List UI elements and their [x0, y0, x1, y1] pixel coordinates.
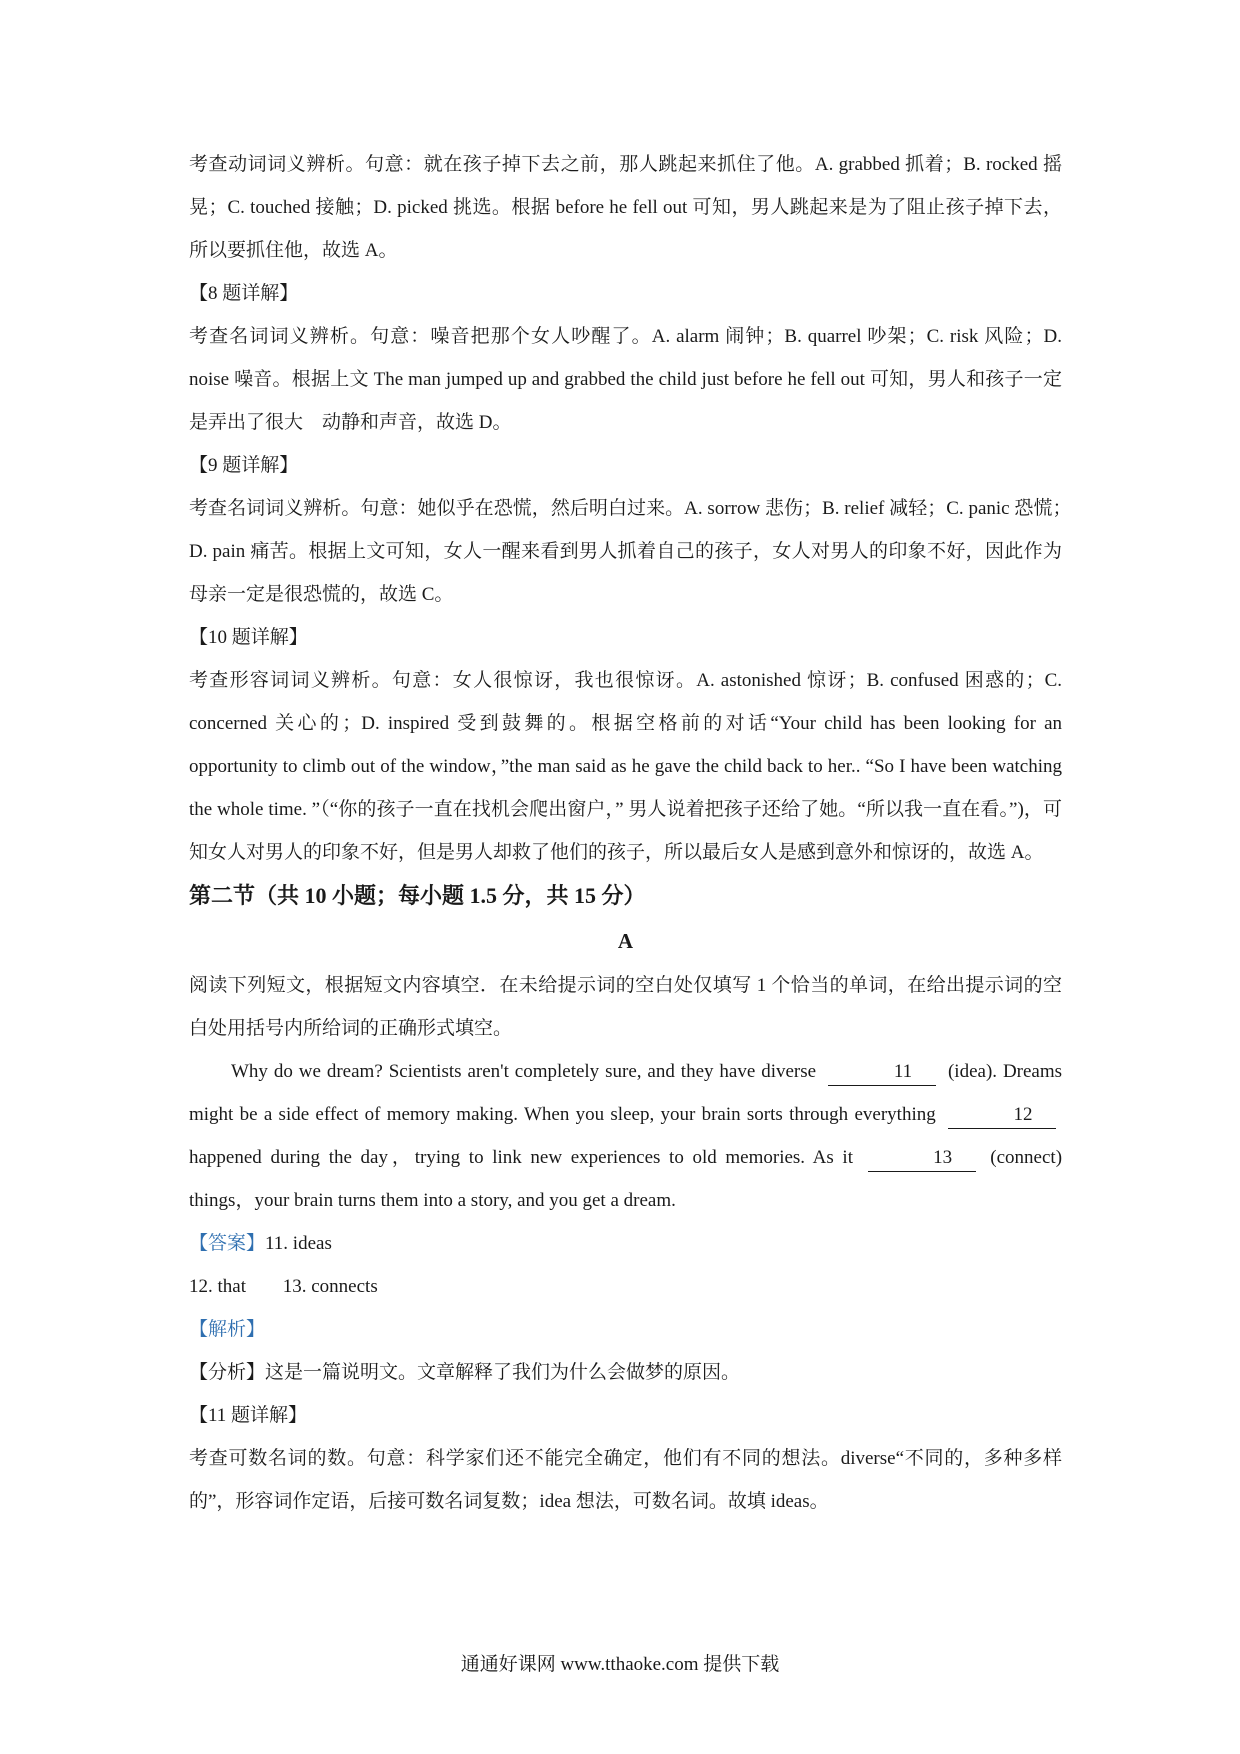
- answer-12: 12. that: [189, 1276, 246, 1297]
- passage-text-1: Why do we dream? Scientists aren't completely sure, and they have diverse: [231, 1061, 817, 1082]
- q9-heading: 【9 题详解】: [189, 455, 299, 476]
- passage: [189, 1050, 1062, 1222]
- section-instructions: 阅读下列短文，根据短文内容填空．在未给提示词的空白处仅填写 1 个恰当的单词，在给出提示词的空白处用括号内所给词的正确形式填空。: [189, 975, 1062, 1039]
- answer-line-2: [189, 1265, 1062, 1308]
- q8-explanation: 考查名词词义辨析。句意：噪音把那个女人吵醒了。A. alarm 闹钟；B. quarrel 吵架；C. risk 风险；D. noise 噪音。根据上文 The man jumped up and grabbed the child just before he fell out 可知，男人和孩子一定是弄出了很大 动静和声音，故选 D。: [189, 326, 1062, 433]
- passage-letter: A: [617, 929, 634, 953]
- passage-text-4: (connect) things，your brain turns them into a story, and you get a dream.: [189, 1147, 1063, 1211]
- q10-explanation: 考查形容词词义辨析。句意：女人很惊讶，我也很惊讶。A. astonished 惊讶；B. confused 困惑的；C. concerned 关心的；D. inspired 受到鼓舞的。根据空格前的对话“Your child has been looking for an opportunity to climb out of the window，”the man said as he gave the child back to her.. “So I have been watching the whole time. ”（“你的孩子一直在找机会爬出窗户，” 男人说着把孩子还给了她。“所以我一直在看。”)，可知女人对男人的印象不好，但是男人却救了他们的孩子，所以最后女人是感到意外和惊讶的，故选 A。: [189, 670, 1062, 863]
- blank-12: 12: [948, 1102, 1056, 1129]
- passage-text-3: happened during the day，trying to link new experiences to old memories. As it: [189, 1147, 853, 1168]
- document-body: [189, 143, 1101, 1523]
- blank-13: 13: [868, 1145, 976, 1172]
- q10-heading: 【10 题详解】: [189, 627, 308, 648]
- analysis-summary: 【分析】这是一篇说明文。文章解释了我们为什么会做梦的原因。: [189, 1362, 741, 1383]
- section-title: 第二节（共 10 小题；每小题 1.5 分，共 15 分）: [189, 883, 646, 908]
- answer-13: 13. connects: [282, 1276, 378, 1297]
- answer-tag: 【答案】: [189, 1233, 266, 1254]
- answer-11: 11. ideas: [265, 1233, 332, 1254]
- q11-explanation: 考查可数名词的数。句意：科学家们还不能完全确定，他们有不同的想法。diverse“不同的，多种多样的”，形容词作定语，后接可数名词复数；idea 想法，可数名词。故填 ideas。: [189, 1448, 1062, 1512]
- page-footer: 通通好课网 www.tthaoke.com 提供下载: [460, 1654, 780, 1675]
- passage-text-2: (idea). Dreams might be a side effect of memory making. When you sleep, your brain sorts through everything: [189, 1061, 1063, 1125]
- q7-explanation: 考查动词词义辨析。句意：就在孩子掉下去之前，那人跳起来抓住了他。A. grabbed 抓着；B. rocked 摇晃；C. touched 接触；D. picked 挑选。根据 before he fell out 可知，男人跳起来是为了阻止孩子掉下去，所以要抓住他，故选 A。: [189, 154, 1062, 261]
- q11-heading: 【11 题详解】: [189, 1405, 308, 1426]
- q9-explanation: 考查名词词义辨析。句意：她似乎在恐慌，然后明白过来。A. sorrow 悲伤；B. relief 减轻；C. panic 恐慌； D. pain 痛苦。根据上文可知，女人一醒来看到男人抓着自己的孩子，女人对男人的印象不好，因此作为母亲一定是很恐慌的，故选 C。: [189, 498, 1101, 605]
- answer-line: [189, 1222, 1062, 1265]
- q8-heading: 【8 题详解】: [189, 283, 299, 304]
- analysis-tag: 【解析】: [189, 1319, 266, 1340]
- blank-11: 11: [828, 1059, 936, 1086]
